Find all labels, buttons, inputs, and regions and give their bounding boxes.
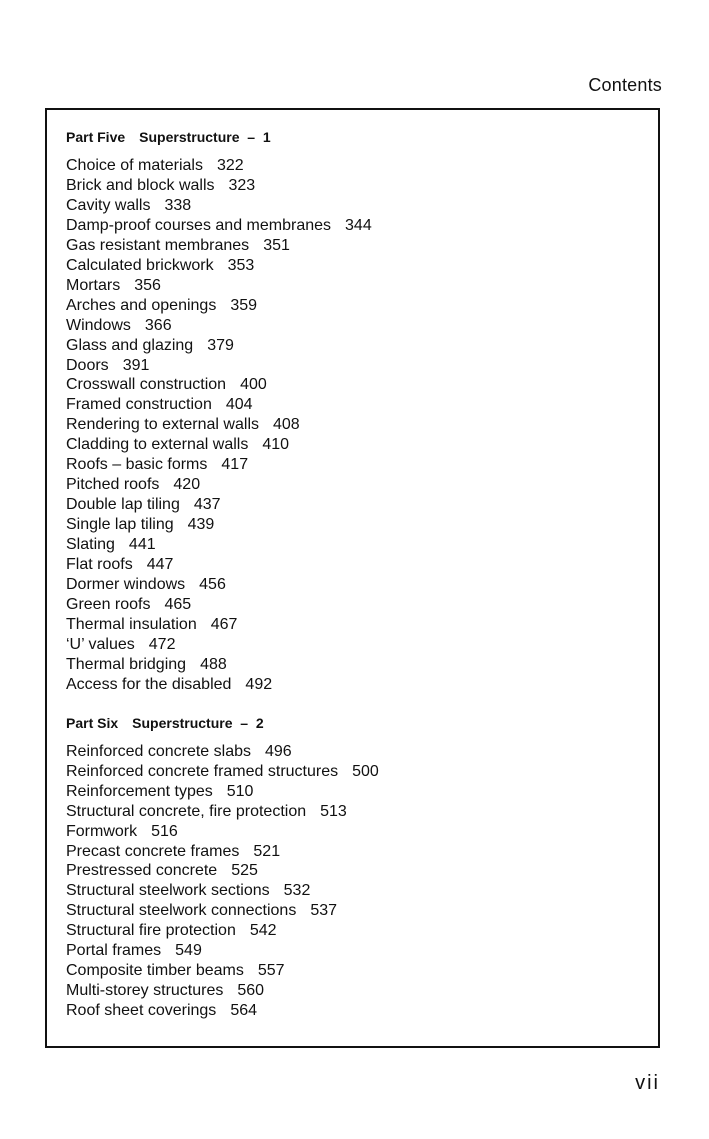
contents-box bbox=[45, 108, 660, 1048]
page-header-title: Contents bbox=[588, 75, 662, 95]
contents-entry bbox=[66, 495, 648, 515]
entry-title: Glass and glazing bbox=[66, 336, 194, 354]
entry-title: Portal frames bbox=[66, 942, 162, 960]
contents-entry bbox=[66, 802, 648, 822]
contents-entry bbox=[66, 675, 648, 695]
entry-title: Prestressed concrete bbox=[66, 862, 218, 880]
contents-entry bbox=[66, 296, 648, 316]
entry-title: Roofs – basic forms bbox=[66, 456, 208, 474]
contents-entry bbox=[66, 375, 648, 395]
contents-entry bbox=[66, 395, 648, 415]
entry-title: Green roofs bbox=[66, 595, 151, 613]
entry-page-number: 521 bbox=[253, 842, 281, 860]
section-spacer bbox=[66, 695, 648, 713]
entry-page-number: 542 bbox=[249, 922, 277, 940]
contents-entry bbox=[66, 435, 648, 455]
entry-title: Flat roofs bbox=[66, 556, 133, 574]
entry-title: Roof sheet coverings bbox=[66, 1002, 217, 1020]
entry-page-number: 391 bbox=[122, 356, 150, 374]
contents-entry bbox=[66, 881, 648, 901]
contents-entry bbox=[66, 575, 648, 595]
entry-title: Cladding to external walls bbox=[66, 436, 249, 454]
entry-title: Crosswall construction bbox=[66, 376, 227, 394]
entry-list bbox=[66, 742, 648, 1021]
entry-title: Doors bbox=[66, 356, 109, 374]
entry-title: Reinforcement types bbox=[66, 782, 213, 800]
entry-title: Pitched roofs bbox=[66, 476, 160, 494]
contents-entry bbox=[66, 336, 648, 356]
entry-title: Gas resistant membranes bbox=[66, 236, 250, 254]
entry-page-number: 366 bbox=[144, 316, 172, 334]
entry-page-number: 560 bbox=[237, 982, 265, 1000]
contents-entry bbox=[66, 981, 648, 1001]
contents-entry bbox=[66, 356, 648, 376]
contents-entry bbox=[66, 742, 648, 762]
contents-entry bbox=[66, 196, 648, 216]
part-title: Superstructure – 1 bbox=[139, 129, 271, 145]
contents-entry bbox=[66, 782, 648, 802]
entry-page-number: 437 bbox=[193, 496, 221, 514]
entry-page-number: 439 bbox=[187, 516, 215, 534]
entry-page-number: 537 bbox=[310, 902, 338, 920]
contents-entry bbox=[66, 901, 648, 921]
entry-page-number: 420 bbox=[173, 476, 201, 494]
entry-page-number: 379 bbox=[207, 336, 234, 354]
contents-entry bbox=[66, 861, 648, 881]
entry-page-number: 557 bbox=[257, 962, 285, 980]
entry-page-number: 513 bbox=[320, 802, 347, 820]
contents-entry bbox=[66, 415, 648, 435]
entry-page-number: 353 bbox=[227, 256, 255, 274]
contents-entry bbox=[66, 635, 648, 655]
contents-entry bbox=[66, 475, 648, 495]
entry-title: Access for the disabled bbox=[66, 675, 232, 693]
entry-page-number: 492 bbox=[245, 675, 273, 693]
page-number: vii bbox=[635, 1072, 660, 1094]
part-label: Part Five bbox=[66, 129, 126, 145]
entry-title: Arches and openings bbox=[66, 296, 217, 314]
entry-page-number: 456 bbox=[199, 576, 226, 594]
entry-page-number: 351 bbox=[263, 236, 290, 254]
entry-page-number: 344 bbox=[345, 216, 372, 234]
entry-title: Precast concrete frames bbox=[66, 842, 240, 860]
entry-title: Damp-proof courses and membranes bbox=[66, 216, 332, 234]
entry-title: Structural fire protection bbox=[66, 922, 236, 940]
contents-entry bbox=[66, 941, 648, 961]
entry-title: Choice of materials bbox=[66, 157, 203, 174]
entry-page-number: 322 bbox=[216, 157, 244, 174]
contents-entry bbox=[66, 156, 648, 176]
entry-title: Thermal insulation bbox=[66, 615, 197, 633]
entry-title: Multi-storey structures bbox=[66, 982, 224, 1000]
entry-list bbox=[66, 156, 648, 695]
entry-title: ‘U’ values bbox=[66, 635, 135, 653]
entry-title: Windows bbox=[66, 316, 131, 334]
entry-title: Formwork bbox=[66, 822, 138, 840]
entry-page-number: 510 bbox=[226, 782, 254, 800]
entry-page-number: 408 bbox=[273, 416, 300, 434]
contents-entry bbox=[66, 216, 648, 236]
entry-page-number: 467 bbox=[210, 615, 238, 633]
contents-entry bbox=[66, 961, 648, 981]
entry-page-number: 564 bbox=[230, 1002, 258, 1020]
contents-entry bbox=[66, 276, 648, 296]
part-label: Part Six bbox=[66, 714, 119, 731]
entry-title: Double lap tiling bbox=[66, 496, 180, 514]
entry-title: Structural steelwork connections bbox=[66, 902, 297, 920]
contents-entry bbox=[66, 921, 648, 941]
contents-entry bbox=[66, 822, 648, 842]
contents-entry bbox=[66, 236, 648, 256]
entry-page-number: 356 bbox=[134, 276, 161, 294]
part-heading bbox=[66, 127, 648, 147]
entry-title: Cavity walls bbox=[66, 196, 151, 214]
entry-title: Rendering to external walls bbox=[66, 416, 259, 434]
contents-entry bbox=[66, 842, 648, 862]
entry-title: Mortars bbox=[66, 276, 121, 294]
entry-title: Composite timber beams bbox=[66, 962, 244, 980]
entry-page-number: 472 bbox=[148, 635, 176, 653]
contents-entry bbox=[66, 655, 648, 675]
contents-entry bbox=[66, 455, 648, 475]
entry-page-number: 525 bbox=[231, 862, 258, 880]
contents-entry bbox=[66, 595, 648, 615]
contents-entry bbox=[66, 316, 648, 336]
entry-title: Reinforced concrete slabs bbox=[66, 742, 251, 760]
entry-title: Thermal bridging bbox=[66, 655, 187, 673]
entry-page-number: 404 bbox=[225, 396, 253, 414]
contents-entry bbox=[66, 762, 648, 782]
entry-page-number: 496 bbox=[264, 742, 292, 760]
entry-page-number: 500 bbox=[352, 762, 379, 780]
entry-title: Structural concrete, fire protection bbox=[66, 802, 307, 820]
entry-page-number: 410 bbox=[262, 436, 290, 454]
contents-entry bbox=[66, 515, 648, 535]
entry-title: Single lap tiling bbox=[66, 516, 174, 534]
entry-title: Reinforced concrete framed structures bbox=[66, 762, 339, 780]
entry-page-number: 465 bbox=[164, 595, 192, 613]
entry-title: Calculated brickwork bbox=[66, 256, 214, 274]
entry-page-number: 441 bbox=[128, 536, 156, 554]
entry-page-number: 532 bbox=[283, 882, 311, 900]
contents-entry bbox=[66, 176, 648, 196]
part-title: Superstructure – 2 bbox=[132, 714, 264, 731]
contents-entry bbox=[66, 256, 648, 276]
entry-page-number: 359 bbox=[230, 296, 258, 314]
entry-title: Dormer windows bbox=[66, 576, 186, 594]
entry-page-number: 447 bbox=[146, 556, 174, 574]
entry-page-number: 417 bbox=[221, 456, 249, 474]
contents-entry bbox=[66, 1001, 648, 1021]
entry-title: Framed construction bbox=[66, 396, 212, 414]
contents-entry bbox=[66, 555, 648, 575]
entry-title: Structural steelwork sections bbox=[66, 882, 270, 900]
entry-page-number: 338 bbox=[164, 196, 192, 214]
contents-entry bbox=[66, 535, 648, 555]
entry-page-number: 400 bbox=[240, 376, 267, 394]
part-heading bbox=[66, 713, 648, 733]
entry-title: Brick and block walls bbox=[66, 176, 215, 194]
entry-page-number: 549 bbox=[175, 942, 202, 960]
entry-title: Slating bbox=[66, 536, 115, 554]
contents-list bbox=[66, 127, 648, 1021]
contents-entry bbox=[66, 615, 648, 635]
entry-page-number: 488 bbox=[200, 655, 227, 673]
entry-page-number: 323 bbox=[228, 176, 256, 194]
entry-page-number: 516 bbox=[151, 822, 178, 840]
